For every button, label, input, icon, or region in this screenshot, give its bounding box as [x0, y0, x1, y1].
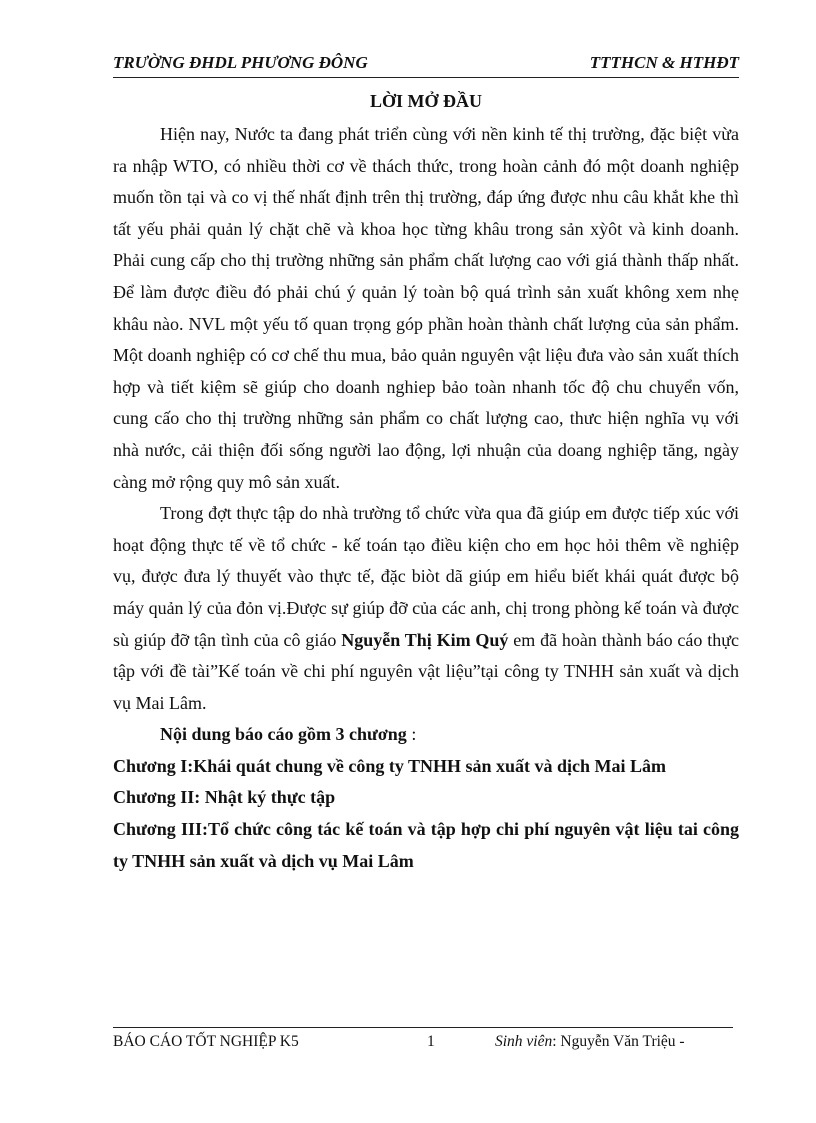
paragraph-internship-end: em đã hoàn thành báo cáo thực tập với đề tài”Kế toán về chi phí nguyên vật liệu”tại công ty TNHH sản xuất và dịch vụ Mai Lâm. [113, 629, 739, 713]
page-header [113, 53, 739, 78]
contents-colon: : [411, 724, 417, 745]
paragraph-internship [113, 498, 739, 719]
header-center: TTTHCN & HTHĐT [589, 53, 739, 72]
paragraph-contents [113, 719, 739, 751]
contents-label: Nội dung báo cáo gồm 3 chương [160, 724, 407, 745]
footer-student [495, 1030, 685, 1054]
footer-report-label: BÁO CÁO TỐT NGHIỆP K5 [113, 1033, 299, 1050]
paragraph-intro: Hiện nay, Nước ta đang phát triển cùng với nền kinh tế thị trường, đặc biệt vừa ra nhập WTO, có nhiều thời cơ về thách thức, trong hoàn cảnh đó một doanh nghiệp muốn tồn tại và co vị thế nhất định trên thị trường, đáp ứng được nhu câu khắt khe thì tất yếu phải quản lý chặt chẽ và khoa học từng khâu trong sản xỳôt và kinh doanh. Phải cung cấp cho thị trường những sản phẩm chất lượng cao với giá thành thấp nhất. Để làm được điều đó phải chú ý quản lý toàn bộ quá trình sản xuất không xem nhẹ khâu nào. NVL một yếu tố quan trọng góp phần hoàn thành chất lượng của sản phẩm. Một doanh nghiệp có cơ chế thu mua, bảo quản nguyên vật liệu đưa vào sản xuất thích hợp và tiết kiệm sẽ giúp cho doanh nghiep bảo toàn nhanh tốc độ chu chuyển vốn, cung cấo cho thị trường những sản phẩm co chất lượng cao, thưc hiện nghĩa vụ với nhà nước, cải thiện đối sống người lao động, lợi nhuận của doang nghiệp tăng, ngày càng mở rộng quy mô sản xuất. [113, 124, 739, 492]
chapter-3: Chương III:Tổ chức công tác kế toán và tập hợp chi phí nguyên vật liệu tai công ty TNHH sản xuất và dịch vụ Mai Lâm [113, 819, 739, 871]
page-title: LỜI MỞ ĐẦU [370, 91, 482, 111]
student-label: Sinh viên [495, 1033, 553, 1050]
header-school: TRƯỜNG ĐHDL PHƯƠNG ĐÔNG [113, 53, 368, 72]
chapter-1: Chương I:Khái quát chung về công ty TNHH sản xuất và dịch Mai Lâm [113, 755, 667, 776]
page-footer [113, 1027, 733, 1050]
document-body [113, 119, 739, 877]
chapter-2: Chương II: Nhật ký thực tập [113, 787, 336, 808]
document-page [113, 0, 739, 1123]
paragraph-internship-start: Trong đợt thực tập do nhà trường tổ chức vừa qua đã giúp em được tiếp xúc với hoạt động thực tế về tổ chức - kế toán tạo điều kiện cho em học hỏi thêm về nghiệp vụ, được đưa lý thuyết vào thực tế, đặc biòt dã giúp em hiểu biết khái quát được bộ máy quản lý của đỏn vị.Được sự giúp đỡ của các anh, chị trong phòng kế toán và được sù giúp đỡ tận tình của cô giáo [113, 503, 739, 650]
page-number: 1 [427, 1033, 435, 1050]
student-name: : Nguyễn Văn Triệu - [552, 1033, 685, 1050]
supervisor-name: Nguyễn Thị Kim Quý [341, 629, 509, 650]
